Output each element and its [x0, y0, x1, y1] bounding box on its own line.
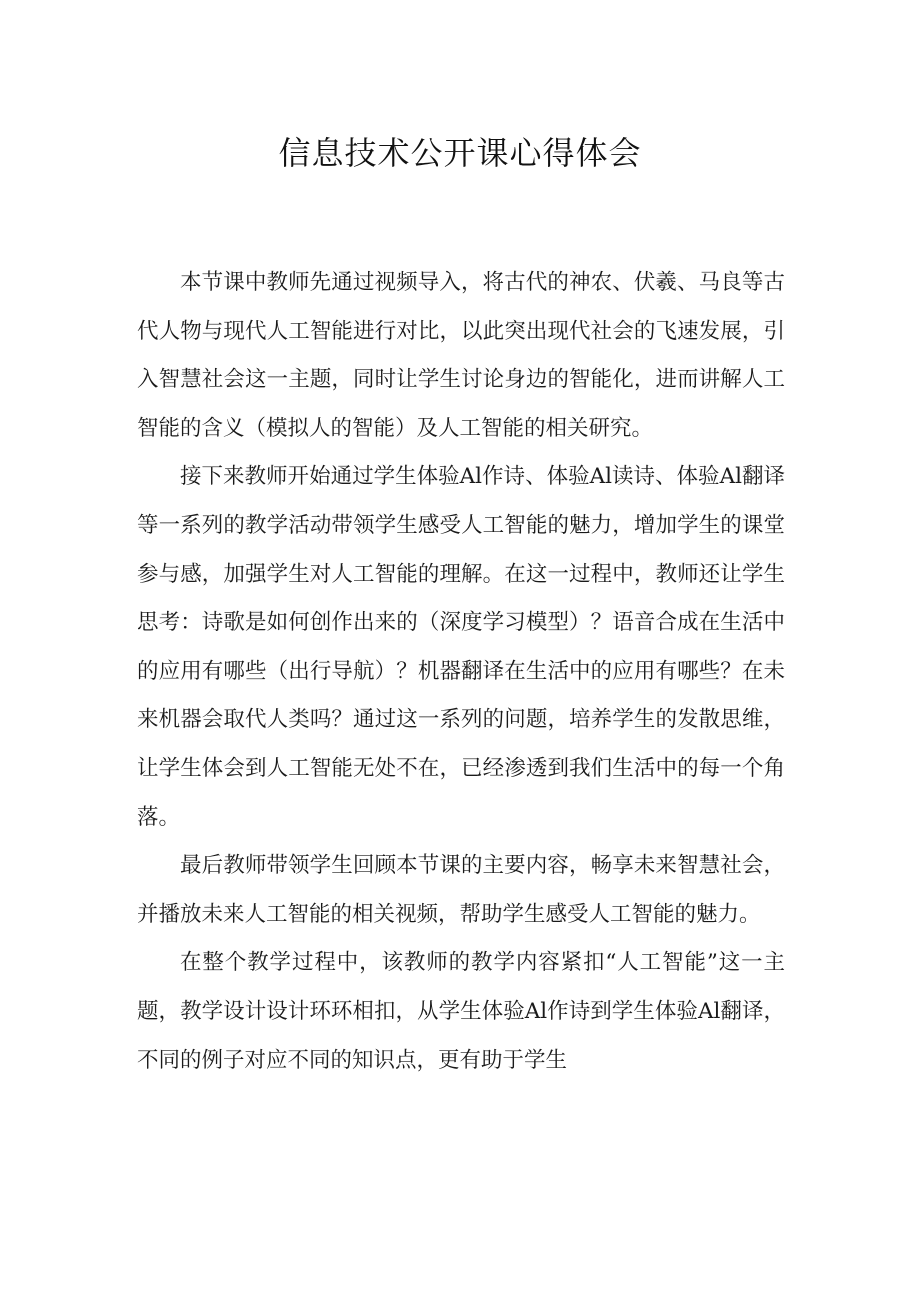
document-title: 信息技术公开课心得体会: [278, 134, 642, 172]
document-body: [137, 259, 785, 1085]
paragraph-review: 最后教师带领学生回顾本节课的主要内容，畅享未来智慧社会，并播放未来人工智能的相关视频，帮助学生感受人工智能的魅力。: [137, 853, 785, 927]
paragraph-activities: 接下来教师开始通过学生体验Al作诗、体验Al读诗、体验Al翻译等一系列的教学活动带领学生感受人工智能的魅力，增加学生的课堂参与感，加强学生对人工智能的理解。在这一过程中，教师还让学生思考：诗歌是如何创作出来的（深度学习模型）？语音合成在生活中的应用有哪些（出行导航）？机器翻译在生活中的应用有哪些？在未来机器会取代人类吗？通过这一系列的问题，培养学生的发散思维，让学生体会到人工智能无处不在，已经渗透到我们生活中的每一个角落。: [137, 464, 785, 830]
paragraph-evaluation: 在整个教学过程中，该教师的教学内容紧扣“人工智能”这一主题，教学设计设计环环相扣，从学生体验Al作诗到学生体验Al翻译，不同的例子对应不同的知识点，更有助于学生: [137, 950, 785, 1073]
paragraph-intro: 本节课中教师先通过视频导入，将古代的神农、伏羲、马良等古代人物与现代人工智能进行对比，以此突出现代社会的飞速发展，引入智慧社会这一主题，同时让学生讨论身边的智能化，进而讲解人工智能的含义（模拟人的智能）及人工智能的相关研究。: [137, 270, 785, 441]
